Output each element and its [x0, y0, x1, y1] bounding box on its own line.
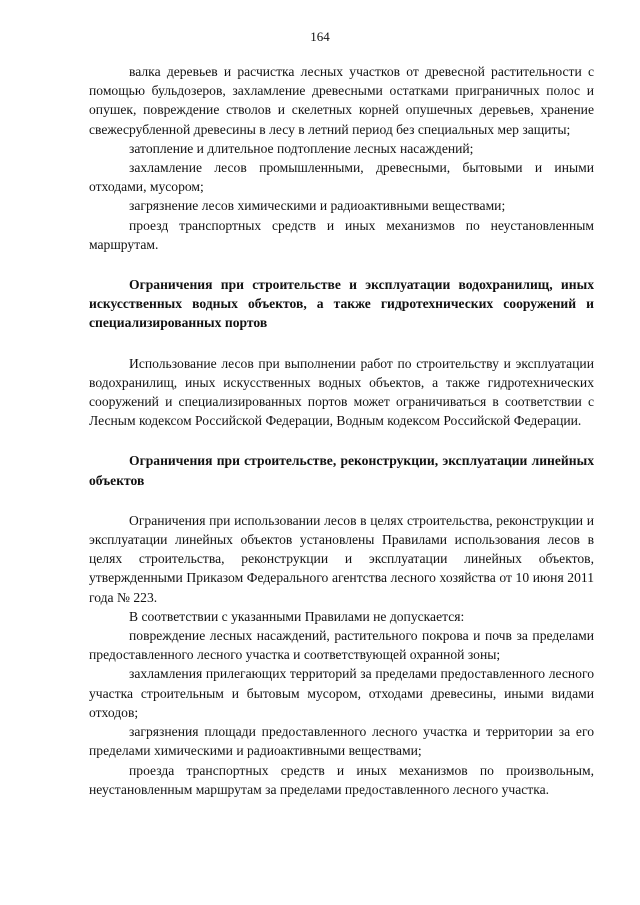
paragraph-not-allowed: В соответствии с указанными Правилами не допускается: [129, 608, 465, 624]
list-item: захламления прилегающих территорий за пределами предоставленного лесного участка строительным и бытовым мусором, отходами древесины, иными видами отходов; [89, 666, 594, 720]
list-item: затопление и длительное подтопление лесных насаждений; [129, 140, 474, 156]
list-item: проезд транспортных средств и иных механизмов по неустановленным маршрутам. [89, 217, 594, 252]
list-item: захламление лесов промышленными, древесными, бытовыми и иными отходами, мусором; [89, 160, 594, 195]
list-item: проезда транспортных средств и иных механизмов по произвольным, неустановленным маршрутам за пределами предоставленного лесного участка. [89, 762, 594, 797]
list-item: загрязнение лесов химическими и радиоактивными веществами; [129, 198, 506, 214]
list-item: повреждение лесных насаждений, растительного покрова и почв за пределами предоставленного лесного участка и соответствующей охранной зоны; [89, 628, 594, 663]
restrictions-list-top [89, 62, 594, 254]
page-number: 164 [310, 29, 330, 44]
page-body [89, 62, 594, 799]
section-heading-reservoirs: Ограничения при строительстве и эксплуатации водохранилищ, иных искусственных водных объектов, а также гидротехнических сооружений и специализированных портов [89, 277, 594, 331]
list-item: валка деревьев и расчистка лесных участков от древесной растительности с помощью бульдозеров, захламление древесными остатками приграничных полос и опушек, повреждение стволов и скелетных корней опушечных деревьев, хранение свежесрубленной древесины в лесу в летний период без специальных мер защиты; [89, 64, 594, 137]
section-heading-linear-objects: Ограничения при строительстве, реконструкции, эксплуатации линейных объектов [89, 453, 594, 488]
paragraph-reservoirs: Использование лесов при выполнении работ по строительству и эксплуатации водохранилищ, иных искусственных водных объектов, а также гидротехнических сооружений и специализированных портов может ограничиваться в соответствии с Лесным кодексом Российской Федерации, Водным кодексом Российской Федерации. [89, 355, 594, 429]
list-item: загрязнения площади предоставленного лесного участка и территории за его пределами химическими и радиоактивными веществами; [89, 724, 594, 759]
restrictions-list-linear [89, 626, 594, 799]
paragraph-linear-rules: Ограничения при использовании лесов в целях строительства, реконструкции и эксплуатации линейных объектов установлены Правилами использования лесов в целях строительства, реконструкции и эксплуатации линейных объектов, утвержденными Приказом Федерального агентства лесного хозяйства от 10 июня 2011 года № 223. [89, 512, 594, 605]
